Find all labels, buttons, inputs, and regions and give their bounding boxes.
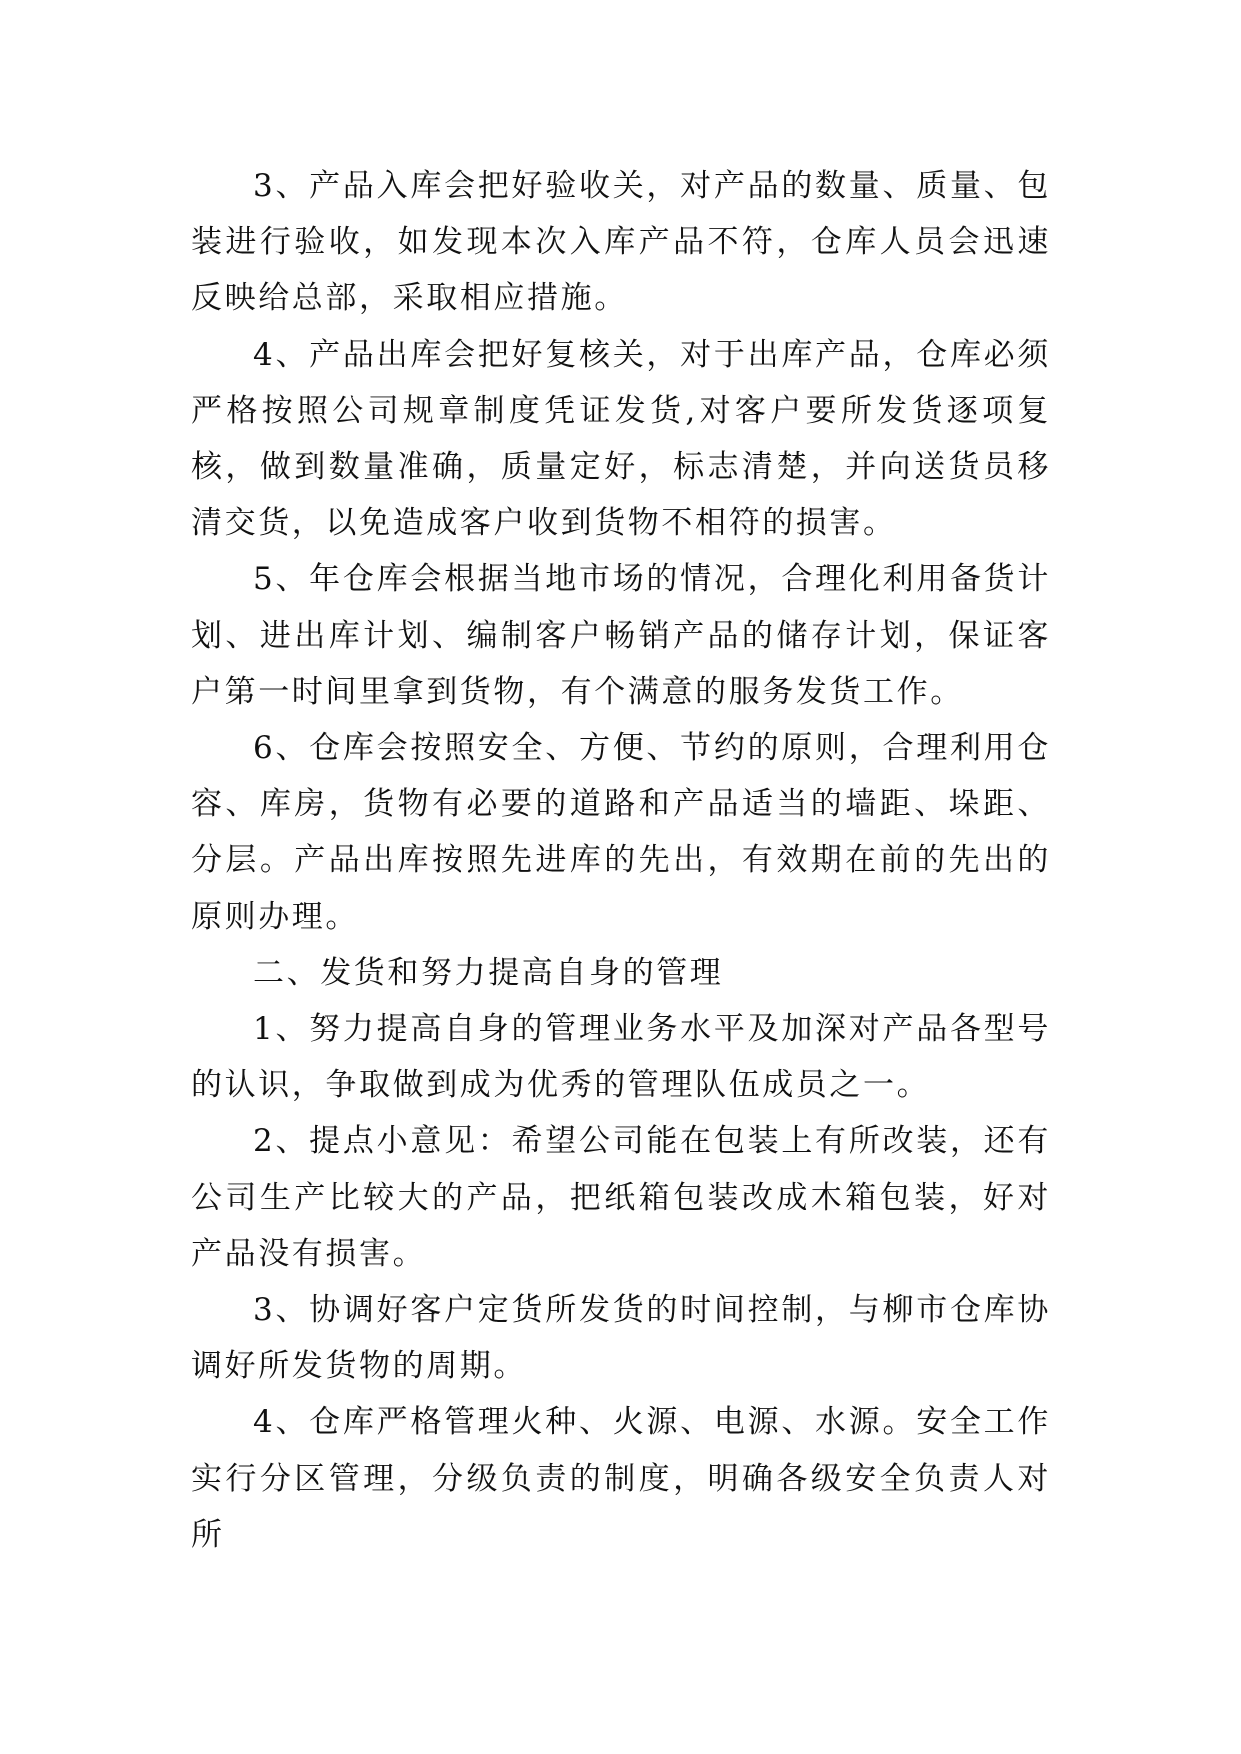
paragraph-safety-management: 4、仓库严格管理火种、火源、电源、水源。安全工作实行分区管理，分级负责的制度，明确各级安全负责人对所 bbox=[191, 1404, 1051, 1553]
paragraph-storage-principles: 6、仓库会按照安全、方便、节约的原则，合理利用仓容、库房，货物有必要的道路和产品适当的墙距、垛距、分层。产品出库按照先进库的先出，有效期在前的先出的原则办理。 bbox=[191, 730, 1051, 935]
paragraph-self-improvement: 1、努力提高自身的管理业务水平及加深对产品各型号的认识，争取做到成为优秀的管理队伍成员之一。 bbox=[191, 1011, 1051, 1104]
document-body bbox=[191, 158, 1051, 1563]
paragraph-stock-planning: 5、年仓库会根据当地市场的情况，合理化利用备货计划、进出库计划、编制客户畅销产品的储存计划，保证客户第一时间里拿到货物，有个满意的服务发货工作。 bbox=[191, 561, 1051, 710]
paragraph-packaging-suggestion: 2、提点小意见：希望公司能在包装上有所改装，还有公司生产比较大的产品，把纸箱包装改成木箱包装，好对产品没有损害。 bbox=[191, 1123, 1051, 1272]
paragraph-outbound-review: 4、产品出库会把好复核关，对于出库产品，仓库必须严格按照公司规章制度凭证发货,对客户要所发货逐项复核，做到数量准确，质量定好，标志清楚，并向送货员移清交货，以免造成客户收到货物不相符的损害。 bbox=[191, 336, 1051, 542]
section-heading-shipping: 二、发货和努力提高自身的管理 bbox=[253, 954, 724, 991]
paragraph-inbound-inspection: 3、产品入库会把好验收关，对产品的数量、质量、包装进行验收，如发现本次入库产品不符，仓库人员会迅速反映给总部，采取相应措施。 bbox=[191, 168, 1051, 317]
paragraph-delivery-coordination: 3、协调好客户定货所发货的时间控制，与柳市仓库协调好所发货物的周期。 bbox=[191, 1292, 1051, 1385]
